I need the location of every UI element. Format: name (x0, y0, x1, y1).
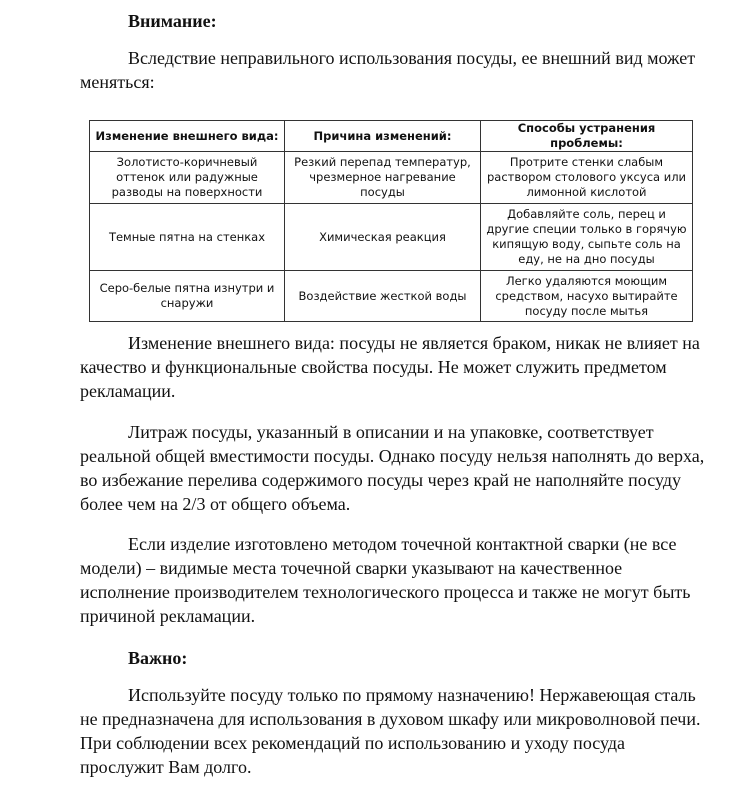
table-row (90, 152, 693, 204)
column-header-remedy: Способы устранения проблемы: (481, 121, 693, 152)
column-header-cause: Причина изменений: (285, 121, 481, 152)
cookware-appearance-table (89, 120, 693, 322)
table-cell: Воздействие жесткой воды (285, 271, 481, 322)
table-row (90, 271, 693, 322)
table-header-row (90, 121, 693, 152)
appearance-paragraph: Изменение внешнего вида: посуды не является браком, никак не влияет на качество и функциональные свойства посуды. Не может служить предметом рекламации. (80, 333, 700, 401)
important-paragraph: Используйте посуду только по прямому назначению! Нержавеющая сталь не предназначена для использования в духовом шкафу или микроволновой печи. При соблюдении всех рекомендаций по использованию и уходу посуда прослужит Вам долго. (80, 685, 701, 777)
table-cell: Темные пятна на стенках (90, 204, 285, 271)
column-header-appearance: Изменение внешнего вида: (90, 121, 285, 152)
table-cell: Химическая реакция (285, 204, 481, 271)
table-cell: Добавляйте соль, перец и другие специи только в горячую кипящую воду, сыпьте соль на еду, не на дно посуды (481, 204, 693, 271)
table-cell: Золотисто-коричневый оттенок или радужные разводы на поверхности (90, 152, 285, 204)
welding-paragraph: Если изделие изготовлено методом точечной контактной сварки (не все модели) – видимые места точечной сварки указывают на качественное исполнение производителем технологического процесса и также не могут быть причиной рекламации. (80, 534, 691, 626)
table-cell: Легко удаляются моющим средством, насухо вытирайте посуду после мытья (481, 271, 693, 322)
intro-paragraph: Вследствие неправильного использования посуды, ее внешний вид может меняться: (80, 48, 696, 92)
volume-paragraph: Литраж посуды, указанный в описании и на упаковке, соответствует реальной общей вместимости посуды. Однако посуду нельзя наполнять до верха, во избежание перелива содержимого посуды через край не наполняйте посуду более чем на 2/3 от общего объема. (80, 422, 705, 514)
table-cell: Протрите стенки слабым раствором столового уксуса или лимонной кислотой (481, 152, 693, 204)
table-cell: Серо-белые пятна изнутри и снаружи (90, 271, 285, 322)
attention-heading: Внимание: (128, 11, 217, 31)
table-row (90, 204, 693, 271)
important-heading: Важно: (128, 648, 188, 668)
table-cell: Резкий перепад температур, чрезмерное нагревание посуды (285, 152, 481, 204)
